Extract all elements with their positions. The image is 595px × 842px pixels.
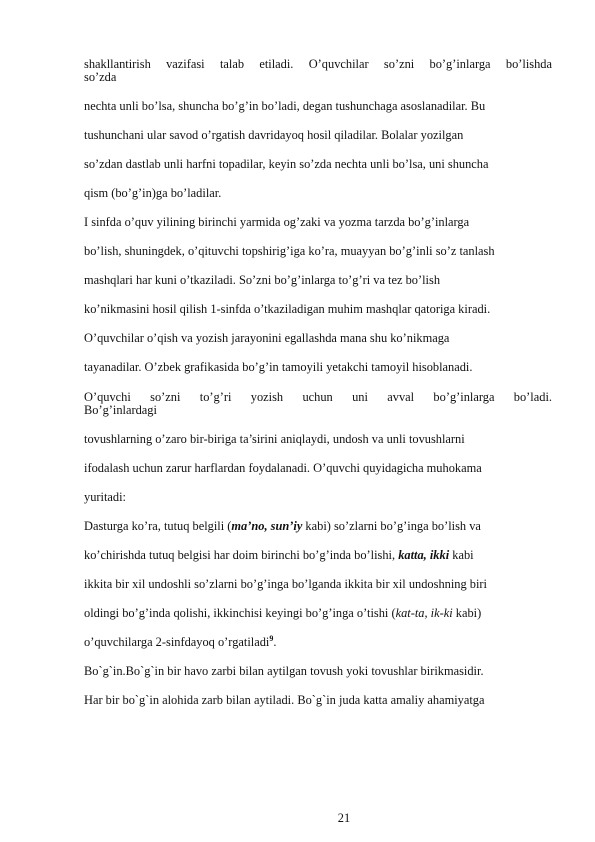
text-run: oldingi bo’g’inda qolishi, ikkinchisi keyingi bo’g’inga o’tishi (	[84, 606, 396, 620]
footnote-marker[interactable]: 9	[269, 633, 274, 643]
example-words: kat-ta, ik-ki	[395, 606, 453, 620]
text-run: kabi) so’zlarni bo’g’inga bo’lish va	[302, 519, 481, 533]
text-line: mashqlari har kuni o’tkaziladi. So’zni bo’g’inlarga to’g’ri va tez bo’lish	[84, 273, 441, 287]
text-line	[84, 635, 552, 649]
example-words: katta, ikki	[398, 548, 450, 562]
text-line: qism (bo’g’in)ga bo’ladilar.	[84, 186, 222, 200]
text-line: I sinfda o’quv yilining birinchi yarmida og’zaki va yozma tarzda bo’g’inlarga	[84, 215, 470, 229]
text-line: tushunchani ular savod o’rgatish davridayoq hosil qiladilar. Bolalar yozilgan	[84, 128, 464, 142]
text-line: ikkita bir xil undoshli so’zlarni bo’g’inga bo’lganda ikkita bir xil undoshning biri	[84, 577, 487, 591]
text-line: Bo`g`in.Bo`g`in bir havo zarbi bilan aytilgan tovush yoki tovushlar birikmasidir.	[84, 664, 484, 678]
text-line: so’zdan dastlab unli harfni topadilar, keyin so’zda nechta unli bo’lsa, uni shuncha	[84, 157, 489, 171]
text-line: nechta unli bo’lsa, shuncha bo’g’in bo’ladi, degan tushunchaga asoslanadilar. Bu	[84, 99, 486, 113]
text-line: tayanadilar. O’zbek grafikasida bo’g’in tamoyili yetakchi tamoyil hisoblanadi.	[84, 360, 473, 374]
text-line: bo’lish, shuningdek, o’qituvchi topshirig’iga ko’ra, muayyan bo’g’inli so’z tanlash	[84, 244, 495, 258]
document-page	[84, 0, 552, 842]
text-run: o’quvchilarga 2-sinfdayoq o’rgatiladi	[84, 635, 270, 649]
text-line: ifodalash uchun zarur harflardan foydalanadi. O’quvchi quyidagicha muhokama	[84, 461, 482, 475]
text-run: kabi)	[452, 606, 482, 620]
text-run: .	[273, 635, 277, 649]
text-line: O’quvchilar o’qish va yozish jarayonini egallashda mana shu ko’nikmaga	[84, 331, 450, 345]
text-line: yuritadi:	[84, 490, 126, 504]
text-run: kabi	[449, 548, 474, 562]
text-run: ko’chirishda tutuq belgisi har doim birinchi bo’g’inda bo’lishi,	[84, 548, 399, 562]
text-line	[84, 548, 552, 562]
text-line: so’zda	[84, 70, 117, 84]
text-line: tovushlarning o’zaro bir-biriga ta’sirini aniqlaydi, undosh va unli tovushlarni	[84, 432, 465, 446]
text-line	[84, 606, 552, 620]
text-line: O’quvchi so’zni to’g’ri yozish uchun uni avval bo’g’inlarga bo’ladi.	[84, 390, 552, 404]
text-line	[84, 519, 552, 533]
page-number: 21	[337, 811, 351, 825]
text-line: Har bir bo`g`in alohida zarb bilan aytiladi. Bo`g`in juda katta amaliy ahamiyatga	[84, 693, 485, 707]
text-line: Bo’g’inlardagi	[84, 403, 157, 417]
example-words: ma’no, sun’iy	[231, 519, 303, 533]
text-run: Dasturga ko’ra, tutuq belgili (	[84, 519, 232, 533]
text-line: ko’nikmasini hosil qilish 1-sinfda o’tkaziladigan muhim mashqlar qatoriga kiradi.	[84, 302, 491, 316]
text-line: shakllantirish vazifasi talab etiladi. O’quvchilar so’zni bo’g’inlarga bo’lishda	[84, 57, 552, 71]
